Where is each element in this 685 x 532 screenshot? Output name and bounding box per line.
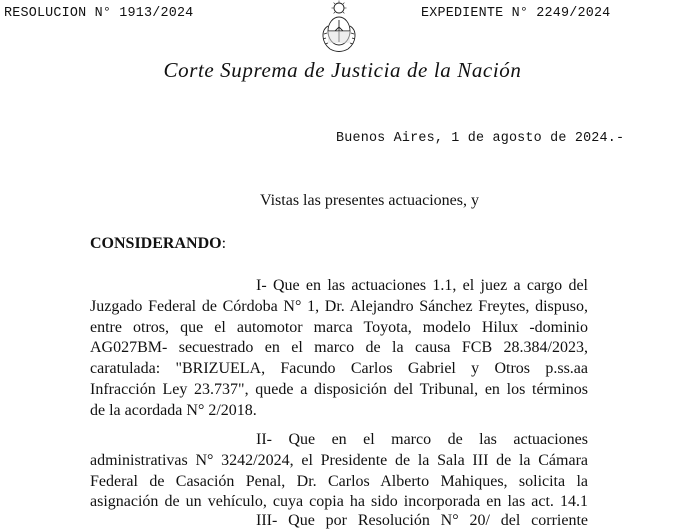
paragraph-line: de la acordada N° 2/2018. <box>90 401 257 419</box>
paragraph-line: II- Que en el marco de las actuaciones <box>256 431 588 448</box>
paragraph-1 <box>90 276 588 422</box>
paragraph-line: asignación de un vehículo, cuya copia ha sido incorporada en las act. 14.1 <box>90 493 588 511</box>
paragraph-line: caratulada: "BRIZUELA, Facundo Carlos Gabriel y Otros p.ss.aa <box>90 360 588 378</box>
paragraph-line: AG027BM- secuestrado en el marco de la causa FCB 28.384/2023, <box>90 339 588 357</box>
considerando-heading <box>90 235 226 253</box>
paragraph-line: Federal de Casación Penal, Dr. Carlos Alberto Mahiques, solicita la <box>90 472 588 490</box>
intro-line: Vistas las presentes actuaciones, y <box>260 192 479 209</box>
paragraph-line: III- Que por Resolución N° 20/ del corriente <box>256 512 588 529</box>
resolution-number: RESOLUCION N° 1913/2024 <box>4 6 194 21</box>
court-name: Corte Suprema de Justicia de la Nación <box>163 58 522 82</box>
paragraph-line: Juzgado Federal de Córdoba N° 1, Dr. Alejandro Sánchez Freytes, dispuso, <box>90 297 588 315</box>
file-number: EXPEDIENTE N° 2249/2024 <box>421 6 611 21</box>
paragraph-line: entre otros, que el automotor marca Toyota, modelo Hilux -dominio <box>90 318 588 336</box>
paragraph-2 <box>90 430 588 513</box>
place-and-date: Buenos Aires, 1 de agosto de 2024.- <box>336 131 625 146</box>
paragraph-3-partial <box>90 511 588 532</box>
considerando-colon: : <box>221 235 227 252</box>
paragraph-line: Infracción Ley 23.737", quede a disposición del Tribunal, en los términos <box>90 380 588 398</box>
argentine-coat-of-arms-icon <box>316 0 362 54</box>
paragraph-line: administrativas N° 3242/2024, el Presidente de la Sala III de la Cámara <box>90 451 588 469</box>
considerando-label: CONSIDERANDO <box>90 235 222 252</box>
paragraph-line: I- Que en las actuaciones 1.1, el juez a cargo del <box>256 277 588 294</box>
